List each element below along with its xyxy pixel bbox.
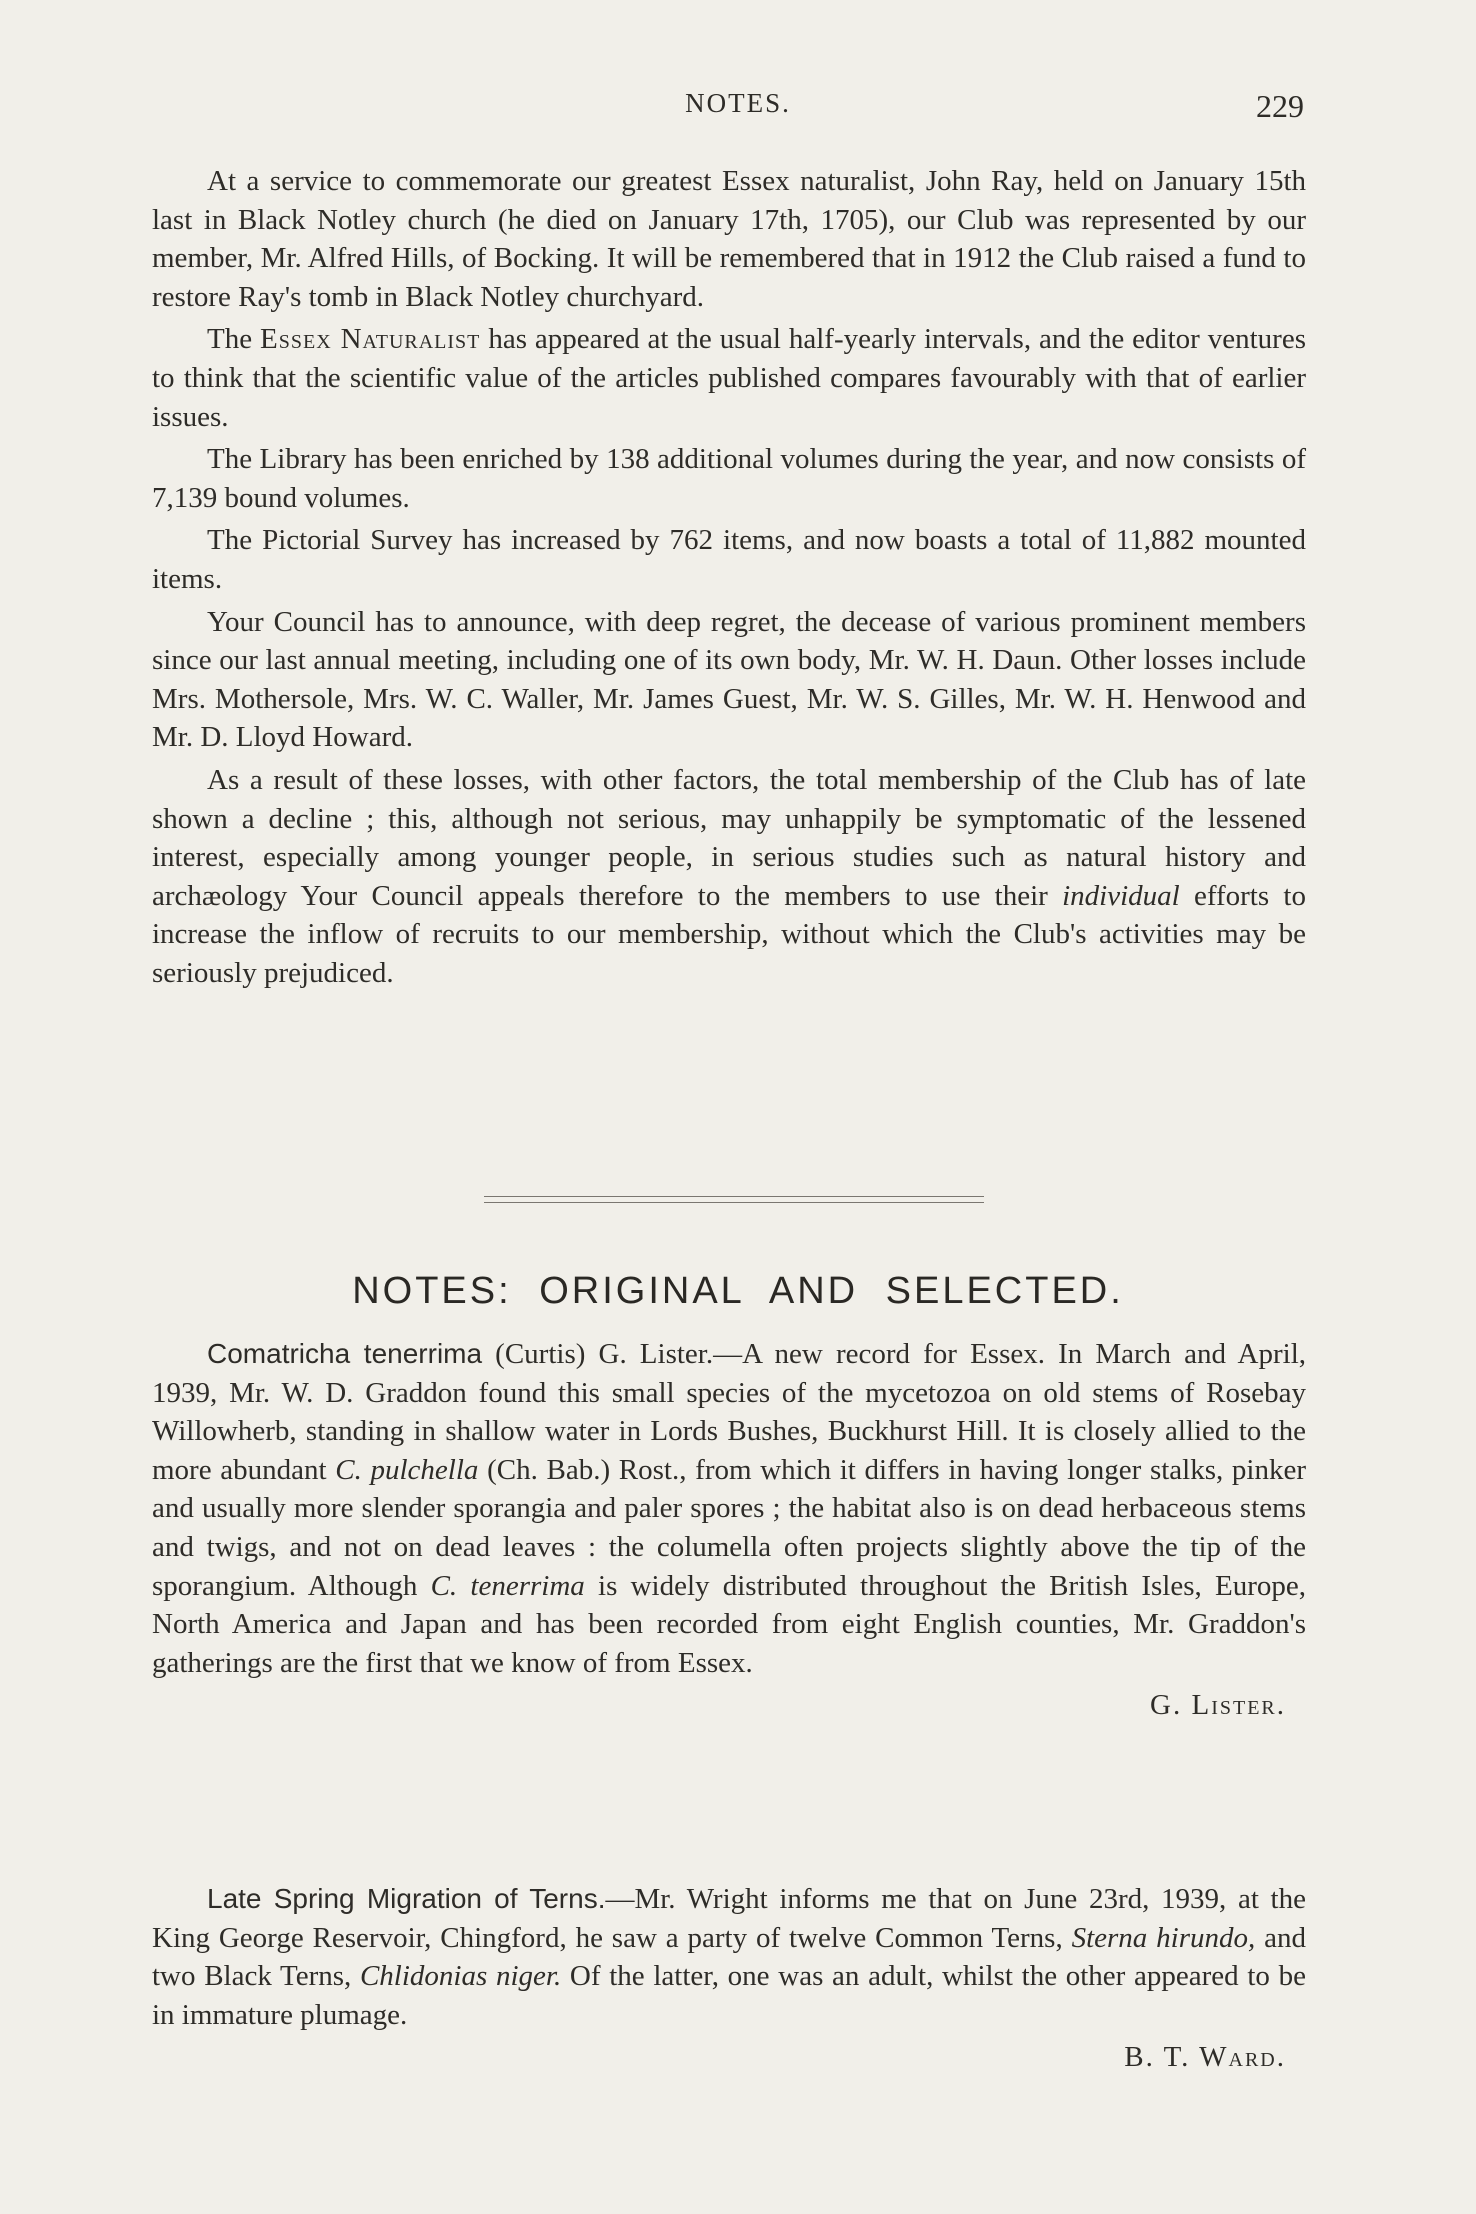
note-comatricha bbox=[152, 1335, 1306, 1725]
note-paragraph bbox=[152, 1335, 1306, 1682]
text-run: efforts to increase the inflow of recruits to our membership, without which the Club's activities may be seriously prejudiced. bbox=[152, 879, 1306, 989]
running-head bbox=[0, 88, 1476, 128]
text-run: Of the latter, one was an adult, whilst the other appeared to be in immature plumage. bbox=[152, 1960, 1306, 2031]
paragraph-pictorial-survey: The Pictorial Survey has increased by 762 items, and now boasts a total of 11,882 mounted items. bbox=[152, 524, 1306, 595]
text-run: (Ch. Bab.) Rost., from which it differs in having longer stalks, pinker and usually more slender sporangia and paler spores ; the habitat also is on dead herbaceous stems and twigs, and not on dead leaves : the columella often projects slightly above the tip of the sporangium. Although bbox=[152, 1453, 1307, 1602]
signature: G. Lister. bbox=[1150, 1689, 1286, 1722]
species-name: C. pulchella bbox=[335, 1453, 479, 1486]
journal-title: Essex Naturalist bbox=[260, 323, 481, 356]
species-name: Sterna hirundo, bbox=[1071, 1921, 1256, 1954]
note-terns bbox=[152, 1880, 1306, 2077]
text-run: and two Black Terns, bbox=[152, 1921, 1307, 1993]
text-run: —Mr. Wright informs me that on June 23rd, 1939, at the King George Reservoir, Chingford, he saw a party of twelve Common Terns, bbox=[152, 1883, 1306, 1954]
section-heading: NOTES: ORIGINAL AND SELECTED. bbox=[352, 1270, 1124, 1312]
emphasis: individual bbox=[1062, 879, 1180, 912]
note-title: Comatricha tenerrima bbox=[207, 1338, 483, 1369]
species-name: C. tenerrima bbox=[430, 1569, 585, 1602]
text-run: The bbox=[207, 323, 261, 356]
council-report bbox=[152, 162, 1306, 996]
text-run: has appeared at the usual half-yearly intervals, and the editor ventures to think that the scientific value of the articles published compares favourably with that of earlier issues. bbox=[152, 323, 1306, 433]
text-run: As a result of these losses, with other factors, the total membership of the Club has of late shown a decline ; this, although not serious, may unhappily be symptomatic of the lessened interest, especially among younger people, in serious studies such as natural history and archæology Your Council appeals therefore to the members to use their bbox=[152, 763, 1306, 912]
double-rule-divider bbox=[484, 1196, 984, 1204]
paragraph-essex-naturalist bbox=[152, 320, 1306, 436]
page-number: 229 bbox=[1256, 88, 1304, 124]
paragraph-john-ray: At a service to commemorate our greatest Essex naturalist, John Ray, held on January 15th last in Black Notley church (he died on January 17th, 1705), our Club was represented by our member, Mr. Alfred Hills, of Bocking. It will be remembered that in 1912 the Club raised a fund to restore Ray's tomb in Black Notley churchyard. bbox=[152, 165, 1306, 313]
species-name: Chlidonias niger. bbox=[359, 1960, 562, 1993]
paragraph-library: The Library has been enriched by 138 additional volumes during the year, and now consists of 7,139 bound volumes. bbox=[152, 443, 1306, 514]
running-title: NOTES. bbox=[685, 88, 791, 118]
text-run: is widely distributed throughout the British Isles, Europe, North America and Japan and has been recorded from eight English counties, Mr. Graddon's gatherings are the first that we know of from Essex. bbox=[152, 1569, 1306, 1679]
paragraph-deceased-members: Your Council has to announce, with deep regret, the decease of various prominent members since our last annual meeting, including one of its own body, Mr. W. H. Daun. Other losses include Mrs. Mothersole, Mrs. W. C. Waller, Mr. James Guest, Mr. W. S. Gilles, Mr. W. H. Henwood and Mr. D. Lloyd Howard. bbox=[152, 605, 1306, 754]
text-run: (Curtis) G. Lister.—A new record for Essex. In March and April, 1939, Mr. W. D. Graddon found this small species of the mycetozoa on old stems of Rosebay Willowherb, standing in shallow water in Lords Bushes, Buckhurst Hill. It is closely allied to the more abundant bbox=[152, 1338, 1306, 1486]
signature: B. T. Ward. bbox=[1124, 2041, 1286, 2074]
note-title: Late Spring Migration of Terns. bbox=[207, 1883, 606, 1914]
note-paragraph bbox=[152, 1880, 1306, 2034]
paragraph-membership bbox=[152, 761, 1306, 993]
